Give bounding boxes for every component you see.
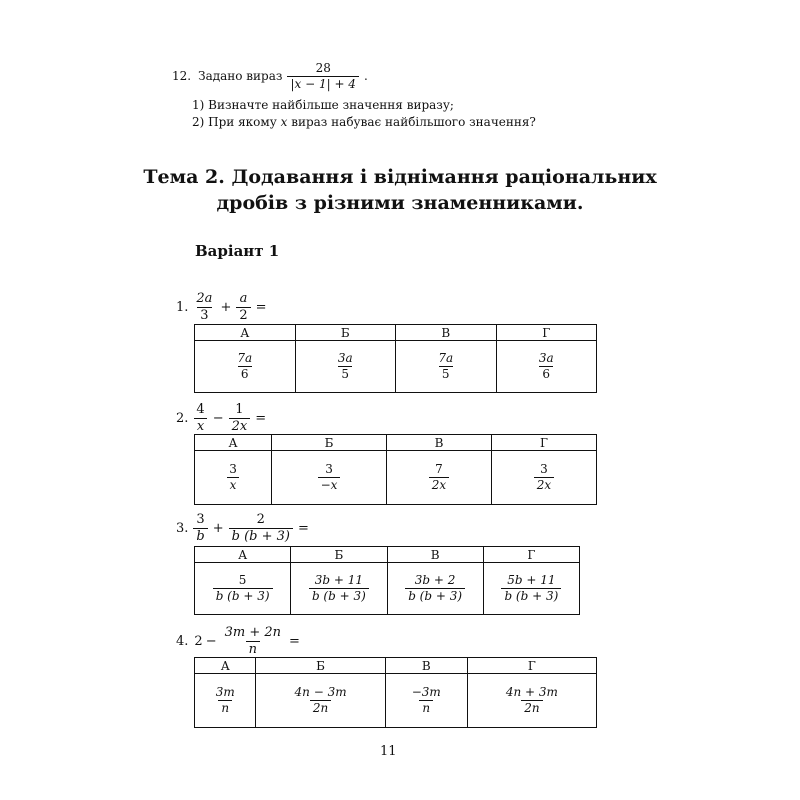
option-v-header: В xyxy=(387,547,483,563)
task12-item1: 1) Визначте найбільше значення виразу; xyxy=(192,98,454,112)
answer-denominator: 2n xyxy=(521,700,542,715)
question-equals: = xyxy=(289,633,300,649)
fraction-numerator: 3 xyxy=(196,512,205,527)
option-v-header: В xyxy=(385,658,467,674)
answer-denominator: n xyxy=(218,700,232,715)
question-fraction-2 xyxy=(229,403,251,433)
answer-denominator: −x xyxy=(318,477,341,492)
answer-numerator: 4n − 3m xyxy=(294,685,347,700)
answer-table-2 xyxy=(194,434,597,505)
answer-table-3 xyxy=(194,546,580,615)
task12-line xyxy=(172,62,368,90)
answer-numerator: 3a xyxy=(538,351,554,366)
fraction-denominator: 2x xyxy=(229,418,251,434)
fraction-denominator: 2 xyxy=(236,307,250,323)
fraction-denominator: b xyxy=(193,528,207,544)
option-g-header: Г xyxy=(491,435,596,451)
answer-numerator: 5b + 11 xyxy=(507,573,556,588)
question-fraction-1 xyxy=(193,513,207,543)
option-b-header: Б xyxy=(272,435,387,451)
answer-numerator: 3b + 2 xyxy=(414,573,456,588)
task12-item2 xyxy=(192,115,536,129)
answer-denominator: 6 xyxy=(539,366,553,381)
question-number: 4. xyxy=(176,633,189,649)
task12-expr-numerator: 28 xyxy=(315,61,331,75)
answer-numerator: 7a xyxy=(237,351,253,366)
answer-numerator: 3b + 11 xyxy=(314,573,363,588)
option-g-header: Г xyxy=(496,325,597,341)
answer-denominator: x xyxy=(227,477,240,492)
fraction-numerator: 3m + 2n xyxy=(224,625,281,640)
answer-table-4 xyxy=(194,657,597,728)
question-number: 1. xyxy=(176,299,189,315)
option-b-header: Б xyxy=(291,547,387,563)
option-g-header: Г xyxy=(483,547,579,563)
answer-denominator: 2x xyxy=(534,477,554,492)
question-equals: = xyxy=(255,410,267,426)
option-a-header: А xyxy=(195,547,291,563)
task12-item2-post: вираз набуває найбільшого значення? xyxy=(291,115,536,129)
answer-numerator: 3a xyxy=(337,351,353,366)
option-a-cell[interactable] xyxy=(195,674,256,728)
topic-title-line1: Тема 2. Додавання і віднімання раціональних xyxy=(143,166,657,188)
option-a-cell[interactable] xyxy=(195,563,291,615)
question-operator: − xyxy=(205,633,217,649)
option-b-cell[interactable] xyxy=(295,341,396,393)
question-number: 2. xyxy=(176,410,189,426)
option-b-header: Б xyxy=(256,658,385,674)
question-4 xyxy=(176,626,300,656)
option-b-cell[interactable] xyxy=(256,674,385,728)
question-2 xyxy=(176,403,266,433)
answer-table-header xyxy=(195,658,597,674)
answer-denominator: b (b + 3) xyxy=(213,588,273,603)
option-v-cell[interactable] xyxy=(387,563,483,615)
task12-expr-denominator: |x − 1| + 4 xyxy=(287,76,359,91)
answer-denominator: 6 xyxy=(238,366,252,381)
option-b-cell[interactable] xyxy=(291,563,387,615)
answer-numerator: 3m xyxy=(215,685,235,700)
fraction-numerator: 4 xyxy=(196,402,205,417)
answer-numerator: 3 xyxy=(229,462,237,477)
answer-table-row xyxy=(195,674,597,728)
option-a-header: А xyxy=(195,325,296,341)
task12-tail: . xyxy=(363,69,368,84)
question-operator: − xyxy=(212,410,224,426)
option-g-cell[interactable] xyxy=(491,451,596,505)
question-operator: + xyxy=(220,299,232,315)
answer-table-header xyxy=(195,435,597,451)
option-g-cell[interactable] xyxy=(483,563,579,615)
fraction-denominator: b (b + 3) xyxy=(229,528,293,544)
answer-denominator: n xyxy=(419,700,433,715)
option-v-cell[interactable] xyxy=(385,674,467,728)
task12-item2-pre: 2) При якому xyxy=(192,115,277,129)
question-operator: + xyxy=(212,520,224,536)
answer-numerator: 3 xyxy=(540,462,548,477)
question-lead-term: 2 xyxy=(194,633,203,649)
question-fraction-2 xyxy=(222,626,284,656)
answer-denominator: 5 xyxy=(439,366,453,381)
option-g-header: Г xyxy=(467,658,596,674)
answer-table-row xyxy=(195,451,597,505)
variant-heading: Варіант 1 xyxy=(195,242,280,260)
fraction-denominator: n xyxy=(246,641,260,657)
topic-title-line2: дробів з різними знаменниками. xyxy=(216,192,584,214)
question-equals: = xyxy=(298,520,309,536)
answer-denominator: 2x xyxy=(429,477,449,492)
option-b-cell[interactable] xyxy=(272,451,387,505)
answer-table-header xyxy=(195,547,580,563)
question-equals: = xyxy=(255,299,267,315)
task12-intro: Задано вираз xyxy=(198,69,283,84)
answer-table-row xyxy=(195,563,580,615)
answer-numerator: 7a xyxy=(438,351,454,366)
option-a-header: А xyxy=(195,658,256,674)
fraction-numerator: 1 xyxy=(235,402,244,417)
answer-numerator: 5 xyxy=(238,573,247,588)
answer-table-row xyxy=(195,341,597,393)
answer-table-1 xyxy=(194,324,597,393)
answer-denominator: 2n xyxy=(310,700,331,715)
task12-number: 12. xyxy=(172,69,192,84)
fraction-denominator: x xyxy=(194,418,207,434)
task12-item2-var: x xyxy=(280,115,288,129)
option-b-header: Б xyxy=(295,325,396,341)
option-a-cell[interactable] xyxy=(195,451,272,505)
option-v-cell[interactable] xyxy=(396,341,497,393)
answer-numerator: −3m xyxy=(411,685,441,700)
option-v-cell[interactable] xyxy=(387,451,492,505)
task12-expression xyxy=(287,62,359,90)
answer-numerator: 7 xyxy=(435,462,443,477)
answer-denominator: b (b + 3) xyxy=(501,588,561,603)
question-fraction-1 xyxy=(193,403,207,433)
question-fraction-2 xyxy=(229,513,293,543)
option-g-cell[interactable] xyxy=(467,674,596,728)
answer-numerator: 3 xyxy=(325,462,333,477)
fraction-numerator: a xyxy=(239,291,248,306)
fraction-numerator: 2a xyxy=(196,291,213,306)
answer-denominator: b (b + 3) xyxy=(405,588,465,603)
answer-numerator: 4n + 3m xyxy=(505,685,558,700)
answer-denominator: 5 xyxy=(338,366,352,381)
option-a-cell[interactable] xyxy=(195,341,296,393)
option-g-cell[interactable] xyxy=(496,341,597,393)
question-number: 3. xyxy=(176,520,189,536)
fraction-numerator: 2 xyxy=(256,512,265,527)
option-a-header: А xyxy=(195,435,272,451)
option-v-header: В xyxy=(396,325,497,341)
question-fraction-1 xyxy=(193,292,215,322)
option-v-header: В xyxy=(387,435,492,451)
fraction-denominator: 3 xyxy=(197,307,211,323)
question-1 xyxy=(176,292,267,322)
answer-denominator: b (b + 3) xyxy=(309,588,369,603)
question-3 xyxy=(176,513,309,543)
answer-table-header xyxy=(195,325,597,341)
question-fraction-2 xyxy=(236,292,250,322)
page-number: 11 xyxy=(380,744,397,759)
